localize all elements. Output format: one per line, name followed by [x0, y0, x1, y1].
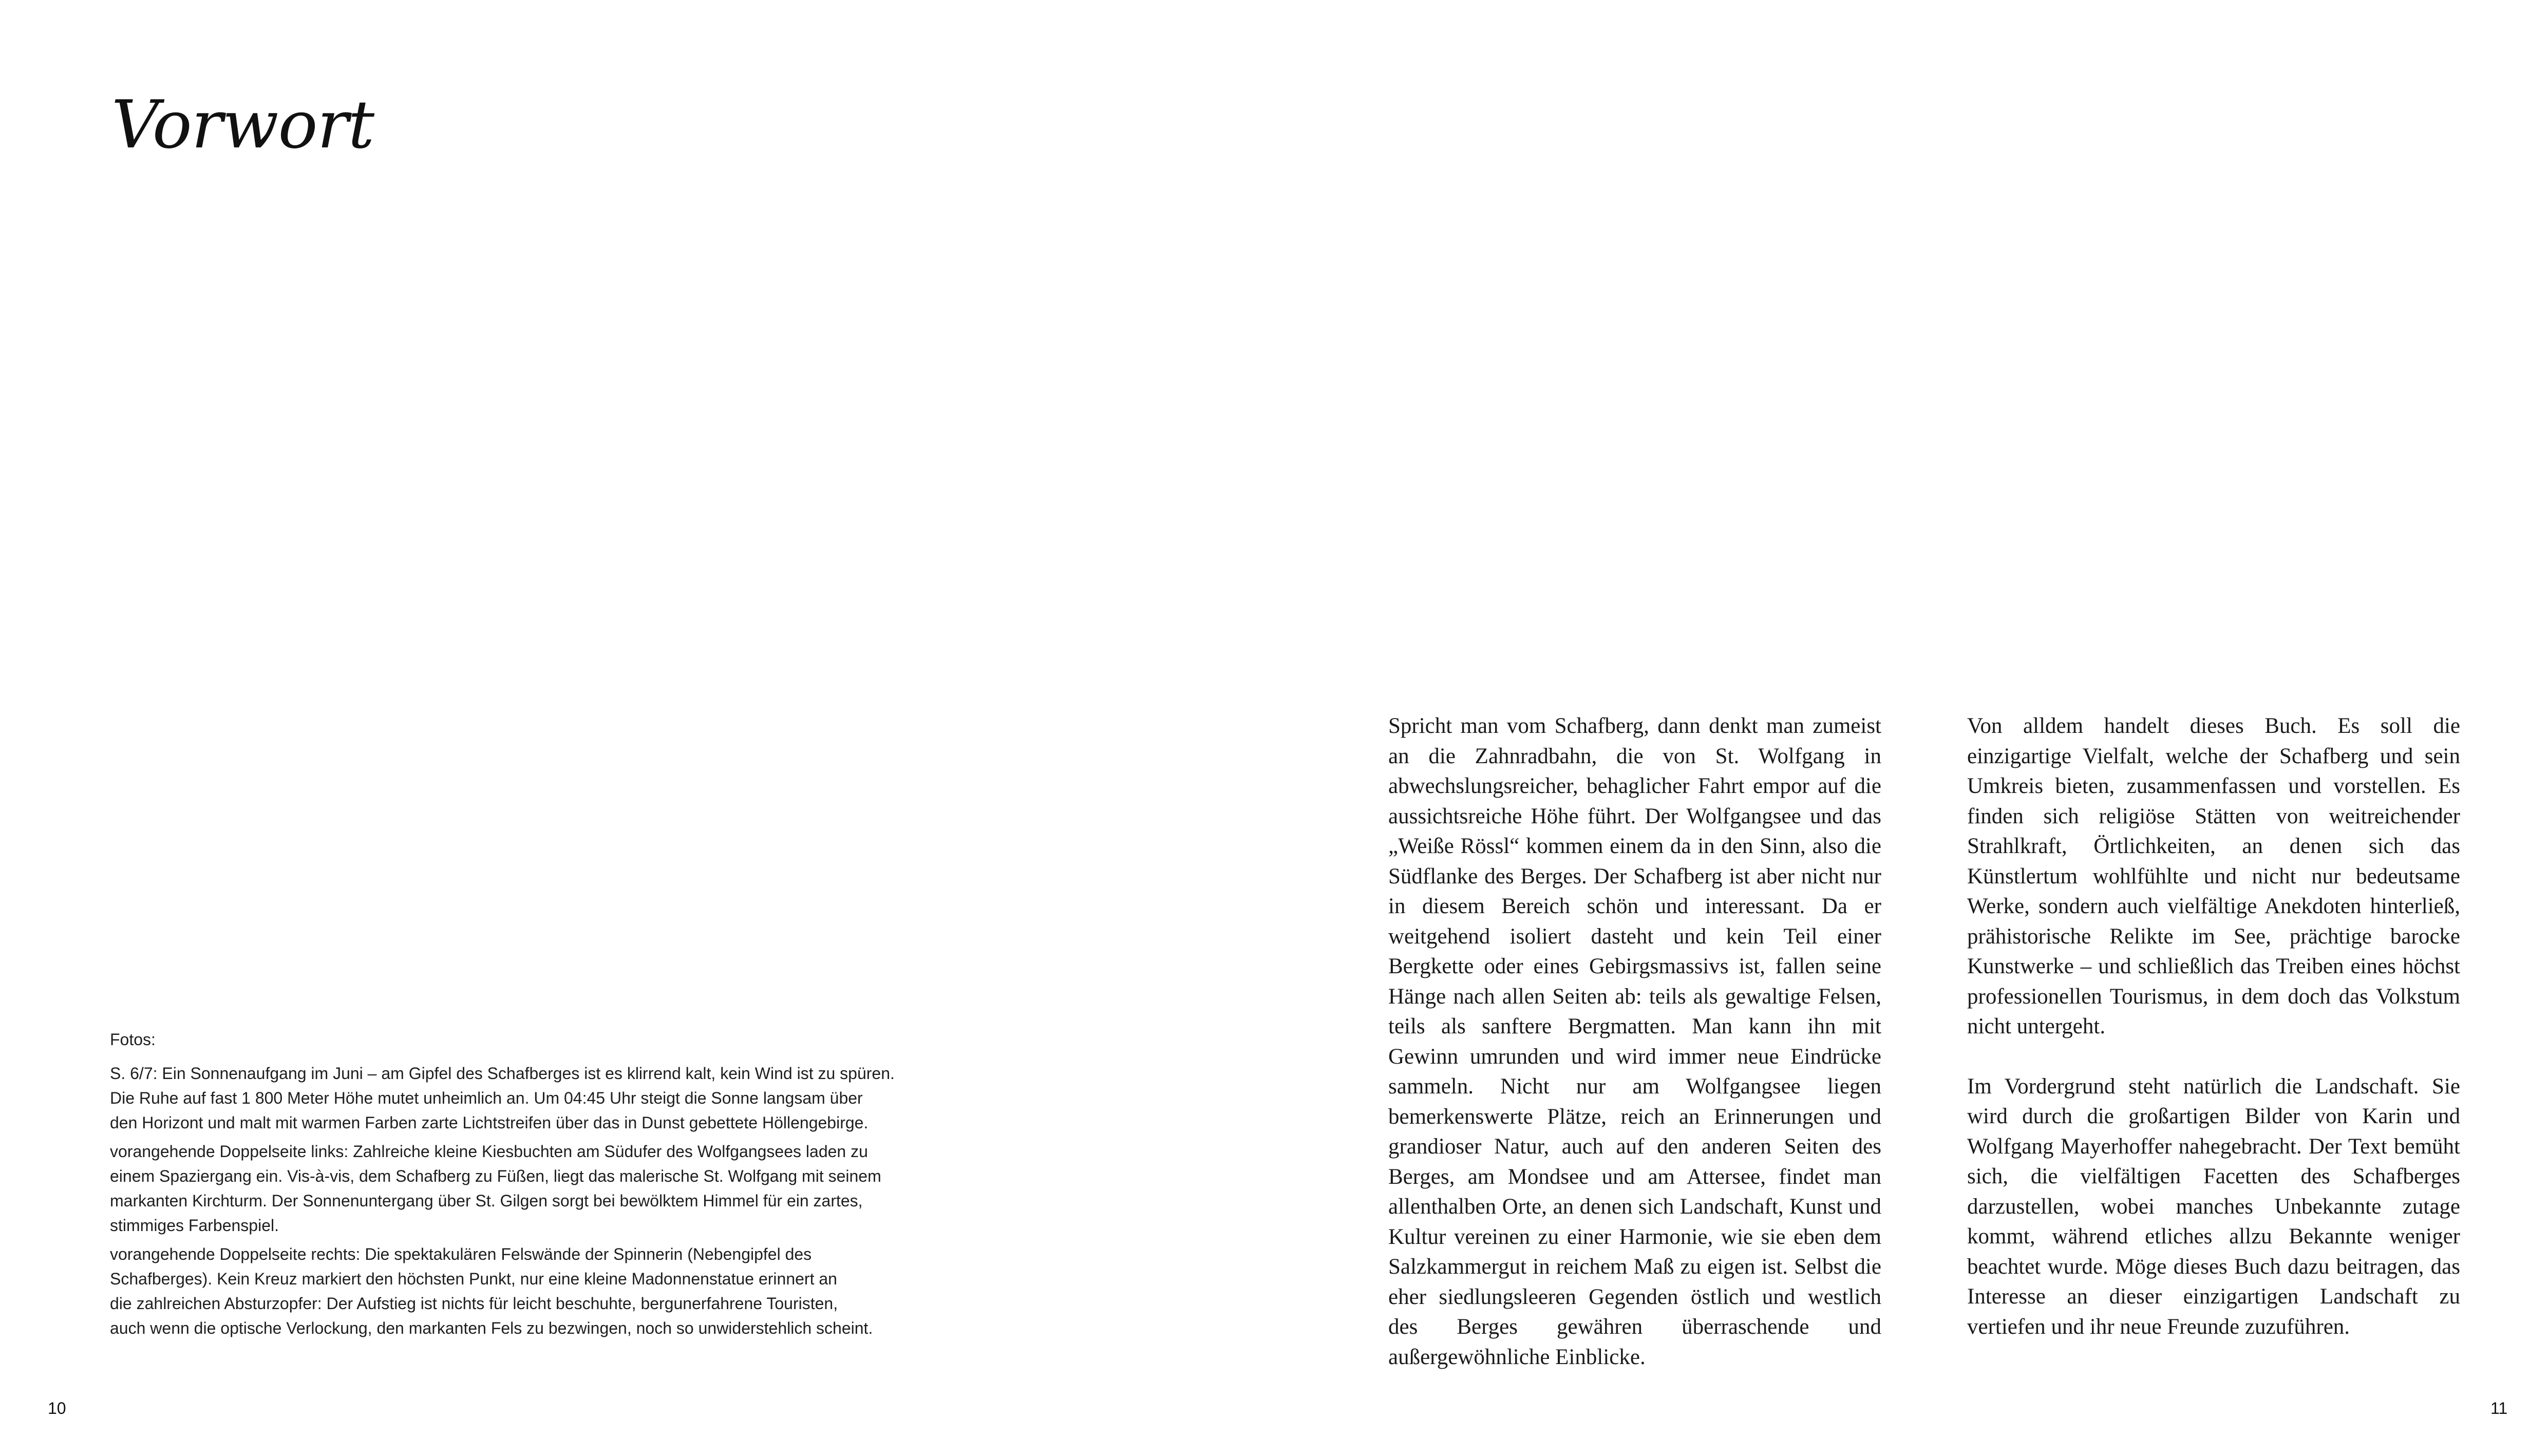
page-title: Vorwort	[111, 87, 374, 163]
page-number-left: 10	[48, 1399, 66, 1417]
text-column-2	[1967, 711, 2460, 1372]
captions-heading: Fotos:	[110, 1030, 156, 1049]
caption-item: vorangehende Doppelseite rechts: Die spektakulären Felswände der Spinnerin (Nebengipfel des Schafberges). Kein Kreuz markiert den höchsten Punkt, nur eine kleine Madonnenstatue erinnert an die zahlreichen Absturzopfer: Der Aufstieg ist nichts für leicht beschuhte, bergunerfahrene Touristen, auch wenn die optische Verlockung, den markanten Fels zu bezwingen, noch so unwiderstehlich scheint.	[110, 1245, 873, 1337]
paragraph: Spricht man vom Schafberg, dann denkt man zumeist an die Zahnradbahn, die von St. Wolfgang in abwechslungsreicher, behaglicher Fahrt empor auf die aussichtsreiche Höhe führt. Der Wolfgangsee und das „Weiße Rössl“ kommen einem da in den Sinn, also die Südflanke des Berges. Der Schafberg ist aber nicht nur in diesem Bereich schön und interessant. Da er weitgehend isoliert dasteht und kein Teil einer Bergkette oder eines Gebirgsmassivs ist, fallen seine Hänge nach allen Seiten ab: teils als gewaltige Felsen, teils als sanftere Bergmatten. Man kann ihn mit Gewinn umrunden und wird immer neue Eindrücke sammeln. Nicht nur am Wolfgangsee liegen bemerkenswerte Plätze, reich an Erinnerungen und grandioser Natur, auch auf den anderen Seiten des Berges, am Mondsee und am Attersee, findet man allenthalben Orte, an denen sich Landschaft, Kunst und Kultur vereinen zu einer Harmonie, wie sie eben dem Salzkammergut in reichem Maß zu eigen ist. Selbst die eher siedlungsleeren Gegenden östlich und westlich des Berges gewähren überraschende und außergewöhnliche Einblicke.	[1388, 714, 1881, 1369]
photo-captions	[110, 1027, 942, 1345]
caption-item: vorangehende Doppelseite links: Zahlreiche kleine Kiesbuchten am Südufer des Wolfgangsees laden zu einem Spaziergang ein. Vis-à-vis, dem Schafberg zu Füßen, liegt das malerische St. Wolfgang mit seinem markanten Kirchturm. Der Sonnenuntergang über St. Gilgen sorgt bei bewölktem Himmel für ein zartes, stimmiges Farbenspiel.	[110, 1142, 881, 1235]
page-number-right: 11	[2490, 1399, 2508, 1417]
caption-item: S. 6/7: Ein Sonnenaufgang im Juni – am Gipfel des Schafberges ist es klirrend kalt, kein Wind ist zu spüren. Die Ruhe auf fast 1 800 Meter Höhe mutet unheimlich an. Um 04:45 Uhr steigt die Sonne langsam über den Horizont und malt mit warmen Farben zarte Lichtstreifen über das in Dunst gebettete Höllengebirge.	[110, 1064, 895, 1132]
paragraph: Von alldem handelt dieses Buch. Es soll die einzigartige Vielfalt, welche der Schafberg und sein Umkreis bieten, zusammenfassen und vorstellen. Es finden sich religiöse Stätten von weitreichender Strahlkraft, Örtlichkeiten, an denen sich das Künstlertum wohlfühlte und nicht nur bedeutsame Werke, sondern auch vielfältige Anekdoten hinterließ, prähistorische Relikte im See, prächtige barocke Kunstwerke – und schließlich das Treiben eines höchst professionellen Tourismus, in dem doch das Volkstum nicht untergeht.	[1967, 714, 2460, 1038]
text-column-1	[1388, 711, 1881, 1402]
paragraph: Im Vordergrund steht natürlich die Landschaft. Sie wird durch die großartigen Bilder von Karin und Wolfgang Mayerhoffer nahegebracht. Der Text bemüht sich, die vielfältigen Facetten des Schafberges darzustellen, wobei manches Unbekannte zutage kommt, während etliches allzu Bekannte weniger beachtet wurde. Möge dieses Buch dazu beitragen, das Interesse an dieser einzigartigen Landschaft zu vertiefen und ihr neue Freunde zuzuführen.	[1967, 1074, 2460, 1339]
